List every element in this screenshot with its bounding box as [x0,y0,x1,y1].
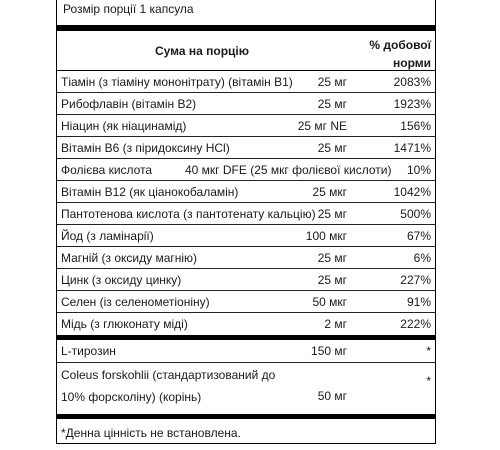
nutrient-name: Вітамін B12 (як ціанокобаламін) [61,185,239,199]
ingredient-amount: 50 мг [317,389,347,403]
footnote: *Денна цінність не встановлена. [61,426,241,440]
ingredient-row [57,362,435,413]
nutrient-daily-value: 2083% [393,75,431,89]
nutrient-daily-value: 222% [400,317,431,331]
nutrient-row [57,246,435,269]
nutrient-row [57,268,435,291]
nutrient-amount: 25 мг NE [297,119,347,133]
nutrient-name: Магній (з оксиду магнію) [61,251,198,265]
nutrient-amount: 25 мг [317,75,347,89]
nutrient-row [57,114,435,137]
nutrient-row [57,92,435,115]
ingredient-row [57,340,435,362]
nutrient-amount: 25 мг [317,141,347,155]
nutrient-row [57,180,435,203]
supplement-facts-panel [56,0,436,444]
nutrient-daily-value: 1042% [393,185,431,199]
nutrient-daily-value: 91% [406,295,431,309]
nutrient-amount: 50 мкг [312,295,347,309]
ingredient-daily-value: * [426,344,431,358]
nutrient-daily-value: 500% [400,207,431,221]
serving-size: Розмір порції 1 капсула [63,2,194,16]
daily-value-header-line1: % добової [369,38,431,52]
nutrient-amount: 25 мг [317,251,347,265]
nutrient-name: Тіамін (з тіаміну мононітрату) (вітамін B1) [61,75,293,89]
nutrient-amount: 100 мкг [305,229,347,243]
ingredient-name: Coleus forskohlii (стандартизований до 10% форсколіну) (корінь) [61,368,276,404]
nutrient-row [57,136,435,159]
nutrient-name: Ніацин (як ніацинамід) [61,119,187,133]
nutrient-daily-value: 6% [413,251,431,265]
nutrient-daily-value: 67% [406,229,431,243]
nutrient-daily-value: 1471% [393,141,431,155]
nutrient-name: Мідь (з глюконату міді) [61,317,188,331]
daily-value-header [351,36,431,72]
nutrient-name: Селен (із селенометіоніну) [61,295,210,309]
ingredient-amount: 150 мг [311,344,347,358]
footnote-divider [57,414,435,419]
nutrient-amount: 40 мкг DFE (25 мкг фолієвої кислоти) [185,163,392,177]
ingredient-name: L-тирозин [61,344,116,358]
nutrient-amount: 25 мг [317,207,347,221]
ingredient-daily-value: * [426,374,431,388]
nutrient-daily-value: 156% [400,119,431,133]
nutrient-amount: 25 мг [317,273,347,287]
nutrient-row [57,224,435,247]
nutrient-amount: 25 мг [317,97,347,111]
nutrient-row [57,312,435,335]
nutrient-name: Рибофлавін (вітамін B2) [61,97,197,111]
nutrient-daily-value: 10% [406,163,431,177]
nutrient-daily-value: 227% [400,273,431,287]
daily-value-header-line2: норми [392,56,431,70]
nutrient-row [57,202,435,225]
header-divider [57,25,435,31]
amount-per-serving-header: Сума на порцію [154,44,250,58]
nutrient-name: Фолієва кислота [61,163,153,177]
nutrient-amount: 2 мг [324,317,347,331]
nutrient-row [57,70,435,93]
nutrient-name: Пантотенова кислота (з пантотенату кальцію) [61,207,316,221]
nutrient-name: Вітамін B6 (з піридоксину HCl) [61,141,230,155]
nutrient-name: Йод (з ламінарії) [61,229,154,243]
nutrient-name: Цинк (з оксиду цинку) [61,273,182,287]
nutrient-row [57,290,435,313]
nutrient-amount: 25 мкг [312,185,347,199]
nutrient-daily-value: 1923% [393,97,431,111]
nutrient-row [57,158,435,181]
